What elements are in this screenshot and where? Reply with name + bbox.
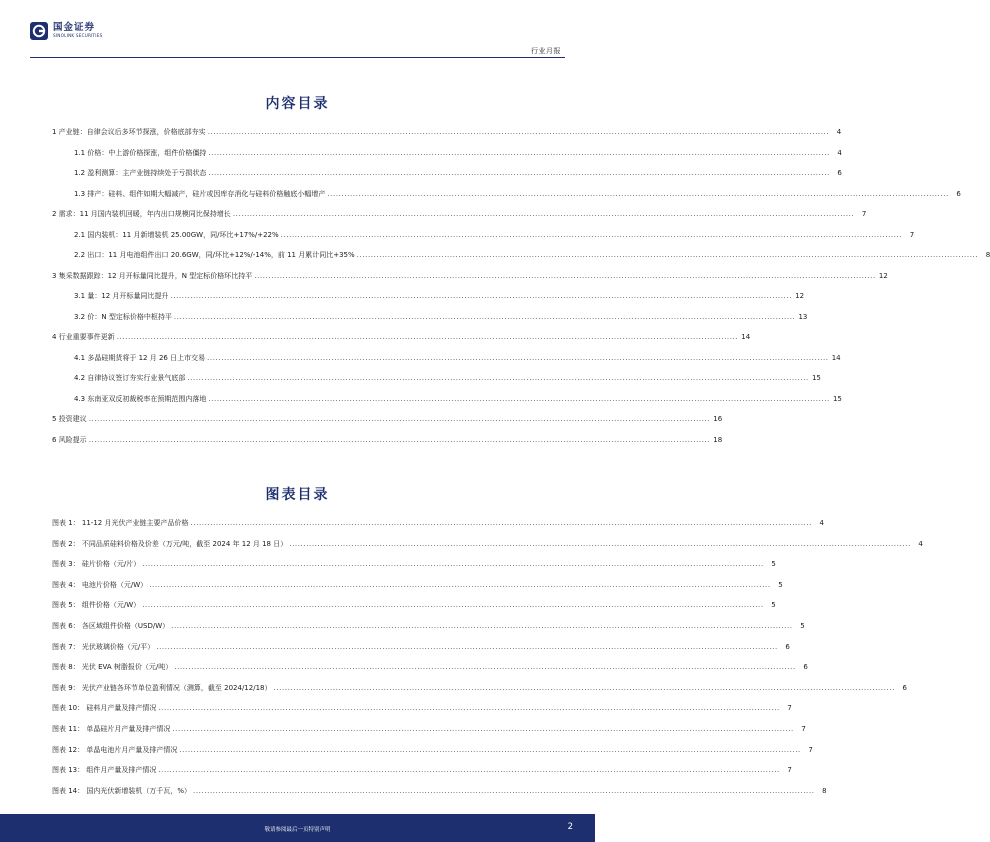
footer-disclaimer: 敬请参阅最后一页特别声明 [264,827,331,833]
toc-entry[interactable] [52,332,751,343]
toc-entry[interactable] [52,662,808,673]
toc-entry-title: 4 行业重要事件更新 [52,333,115,341]
page-header [0,0,595,62]
toc-entry-page: 12 [878,271,888,280]
toc-leader-dots: ............................................................................................................................................................................................................................ [280,230,903,239]
toc-entry-title: 图表 2： 不同品质硅料价格及价差（万元/吨，截至 2024 年 12 月 18 日） [52,539,288,548]
toc-leader-dots: ............................................................................................................................................................................................................................ [179,745,801,754]
toc-leader-dots: ............................................................................................................................................................................................................................ [327,189,949,198]
toc-entry[interactable] [74,394,842,405]
toc-leader-dots: ............................................................................................................................................................................................................................ [173,312,796,321]
toc-entry-page: 7 [787,704,792,713]
toc-leader-dots: ............................................................................................................................................................................................................................ [116,333,739,341]
toc-entry-title: 4.1 多晶硅期货将于 12 月 26 日上市交易 [74,353,206,362]
toc-entry-page: 5 [778,580,783,589]
toc-entry-title: 图表 10： 硅料月产量及排产情况 [52,704,157,713]
toc-leader-dots: ............................................................................................................................................................................................................................ [149,580,771,589]
toc-entry[interactable] [52,580,783,591]
toc-entry-page: 8 [985,251,990,259]
toc-entry[interactable] [74,148,842,159]
toc-entry-page: 6 [837,169,842,177]
toc-leader-dots: ............................................................................................................................................................................................................................ [158,704,780,713]
toc-leader-dots: ............................................................................................................................................................................................................................ [207,353,829,362]
toc-entry-page: 6 [803,663,808,672]
toc-entry-page: 13 [798,312,808,321]
toc-entry[interactable] [52,765,792,776]
toc-entry-title: 图表 4： 电池片价格（元/W） [52,580,148,589]
toc-entry[interactable] [52,518,825,529]
toc-entry-page: 7 [909,230,915,239]
toc-entry-page: 7 [861,210,867,218]
toc-entry-page: 5 [800,622,805,630]
toc-entry[interactable] [52,621,805,632]
toc-entry[interactable] [52,600,776,611]
toc-leader-dots: ............................................................................................................................................................................................................................ [171,622,793,630]
toc-entry-page: 4 [918,539,923,548]
toc-entry-page: 6 [902,683,908,692]
toc-leader-dots: ............................................................................................................................................................................................................................ [193,786,815,795]
toc-entry-page: 7 [808,745,813,754]
toc-entry[interactable] [52,435,723,446]
logo-chinese-name: 国金证券 [53,22,96,33]
report-type-label: 行业月报 [531,47,561,55]
toc-entry[interactable] [52,414,723,425]
toc-entry-page: 4 [819,519,825,527]
toc-leader-dots: ............................................................................................................................................................................................................................ [190,519,813,527]
page-number: 2 [567,822,573,832]
toc-entry-title: 1 产业链：自律会议后多环节探涨，价格底部夯实 [52,128,206,136]
toc-entry[interactable] [52,703,792,714]
toc-entry-title: 3.2 价：N 型定标价格中枢持平 [74,312,172,321]
toc-entry-page: 6 [956,189,961,198]
toc-leader-dots: ............................................................................................................................................................................................................................ [88,435,711,444]
toc-entry[interactable] [52,209,867,220]
toc-entry[interactable] [52,786,827,797]
toc-entry[interactable] [52,642,790,653]
toc-entry-page: 12 [795,292,805,300]
toc-entry-title: 图表 8： 光伏 EVA 树脂报价（元/吨） [52,663,173,672]
toc-leader-dots: ............................................................................................................................................................................................................................ [208,148,830,157]
toc-entry-page: 7 [801,725,806,733]
toc-entry[interactable] [52,271,888,282]
toc-entry-title: 图表 11： 单晶硅片月产量及排产情况 [52,725,171,733]
toc-entry-page: 18 [713,435,723,444]
toc-leader-dots: ............................................................................................................................................................................................................................ [187,374,809,382]
toc-entry-page: 4 [837,148,842,157]
figures-title: 图表目录 [265,487,330,503]
toc-entry-title: 4.3 东南亚双反初裁税率在预期范围内落地 [74,394,207,403]
toc-entry-page: 7 [787,766,792,775]
toc-entry[interactable] [74,312,808,323]
toc-leader-dots: ............................................................................................................................................................................................................................ [289,539,911,548]
toc-entry-title: 图表 7： 光伏玻璃价格（元/平） [52,642,155,651]
header-divider [30,57,565,58]
toc-leader-dots: ............................................................................................................................................................................................................................ [158,766,780,775]
toc-entry-page: 5 [771,560,776,569]
toc-entry-title: 1.2 盈利测算：主产业链持续处于亏损状态 [74,169,207,177]
toc-leader-dots: ............................................................................................................................................................................................................................ [356,251,979,259]
toc-entry-title: 图表 12： 单晶电池片月产量及排产情况 [52,745,178,754]
toc-entry[interactable] [74,189,961,200]
toc-entry-title: 1.3 排产：硅料、组件如期大幅减产，硅片或因库存消化与硅料价格触底小幅增产 [74,189,326,198]
toc-entry-title: 2 需求：11 月国内装机回暖，年内出口规模同比保持增长 [52,210,231,218]
sinolink-logo-icon [30,22,48,40]
toc-entry-title: 图表 3： 硅片价格（元/片） [52,560,141,569]
toc-entry[interactable] [52,683,908,694]
toc-entry-title: 3 集采数据跟踪：12 月开标量同比提升，N 型定标价格环比持平 [52,271,253,280]
toc-entry-page: 15 [832,394,842,403]
toc-entry-page: 15 [811,374,821,382]
toc-leader-dots: ............................................................................................................................................................................................................................ [174,663,796,672]
toc-entry[interactable] [52,745,813,756]
logo-english-name: SINOLINK SECURITIES [53,33,103,38]
toc-entry-title: 图表 6： 各区域组件价格（USD/W） [52,622,170,630]
contents-title: 内容目录 [265,96,330,112]
toc-leader-dots: ............................................................................................................................................................................................................................ [273,683,896,692]
toc-entry-page: 5 [771,601,776,610]
toc-entry[interactable] [74,168,842,179]
toc-leader-dots: ............................................................................................................................................................................................................................ [88,415,711,423]
toc-leader-dots: ............................................................................................................................................................................................................................ [208,394,830,403]
toc-entry[interactable] [52,127,842,138]
toc-entry[interactable] [52,539,923,550]
toc-leader-dots: ............................................................................................................................................................................................................................ [142,560,764,569]
toc-entry-page: 8 [822,786,827,795]
toc-leader-dots: ............................................................................................................................................................................................................................ [254,271,876,280]
toc-entry-page: 6 [785,642,790,651]
toc-entry-title: 2.2 出口：11 月电池组件出口 20.6GW，同/环比+12%/-14%，前 11 月累计同比+35% [74,251,355,259]
toc-entry[interactable] [52,724,806,735]
toc-entry-page: 4 [836,128,842,136]
toc-entry-page: 14 [831,353,841,362]
toc-entry[interactable] [74,353,841,364]
toc-entry-title: 图表 9： 光伏产业链各环节单位盈利情况（测算，截至 2024/12/18） [52,683,272,692]
toc-entry-title: 6 风险提示 [52,435,87,444]
toc-leader-dots: ............................................................................................................................................................................................................................ [156,642,778,651]
toc-entry-title: 图表 14： 国内光伏新增装机（万千瓦，%） [52,786,192,795]
toc-leader-dots: ............................................................................................................................................................................................................................ [207,128,830,136]
toc-entry-title: 图表 13： 组件月产量及排产情况 [52,766,157,775]
company-logo [30,22,102,40]
toc-leader-dots: ............................................................................................................................................................................................................................ [208,169,830,177]
toc-entry-title: 4.2 自律协议签订夯实行业景气底部 [74,374,186,382]
toc-entry-title: 3.1 量：12 月开标量同比提升 [74,292,169,300]
toc-entry-title: 图表 5： 组件价格（元/W） [52,601,141,610]
toc-leader-dots: ............................................................................................................................................................................................................................ [172,725,794,733]
toc-entry[interactable] [74,291,805,302]
toc-leader-dots: ............................................................................................................................................................................................................................ [142,601,764,610]
toc-entry-page: 16 [713,415,723,423]
toc-entry-page: 14 [741,333,751,341]
toc-entry-title: 5 投资建议 [52,415,87,423]
toc-leader-dots: ............................................................................................................................................................................................................................ [170,292,793,300]
toc-entry[interactable] [74,250,990,261]
toc-entry[interactable] [74,230,915,241]
toc-entry-title: 2.1 国内装机：11 月新增装机 25.00GW，同/环比+17%/+22% [74,230,279,239]
toc-entry-title: 1.1 价格：中上游价格探涨，组件价格僵持 [74,148,207,157]
toc-entry[interactable] [52,559,776,570]
toc-entry-title: 图表 1： 11-12 月光伏产业链主要产品价格 [52,519,189,527]
toc-entry[interactable] [74,373,821,384]
toc-leader-dots: ............................................................................................................................................................................................................................ [232,210,855,218]
